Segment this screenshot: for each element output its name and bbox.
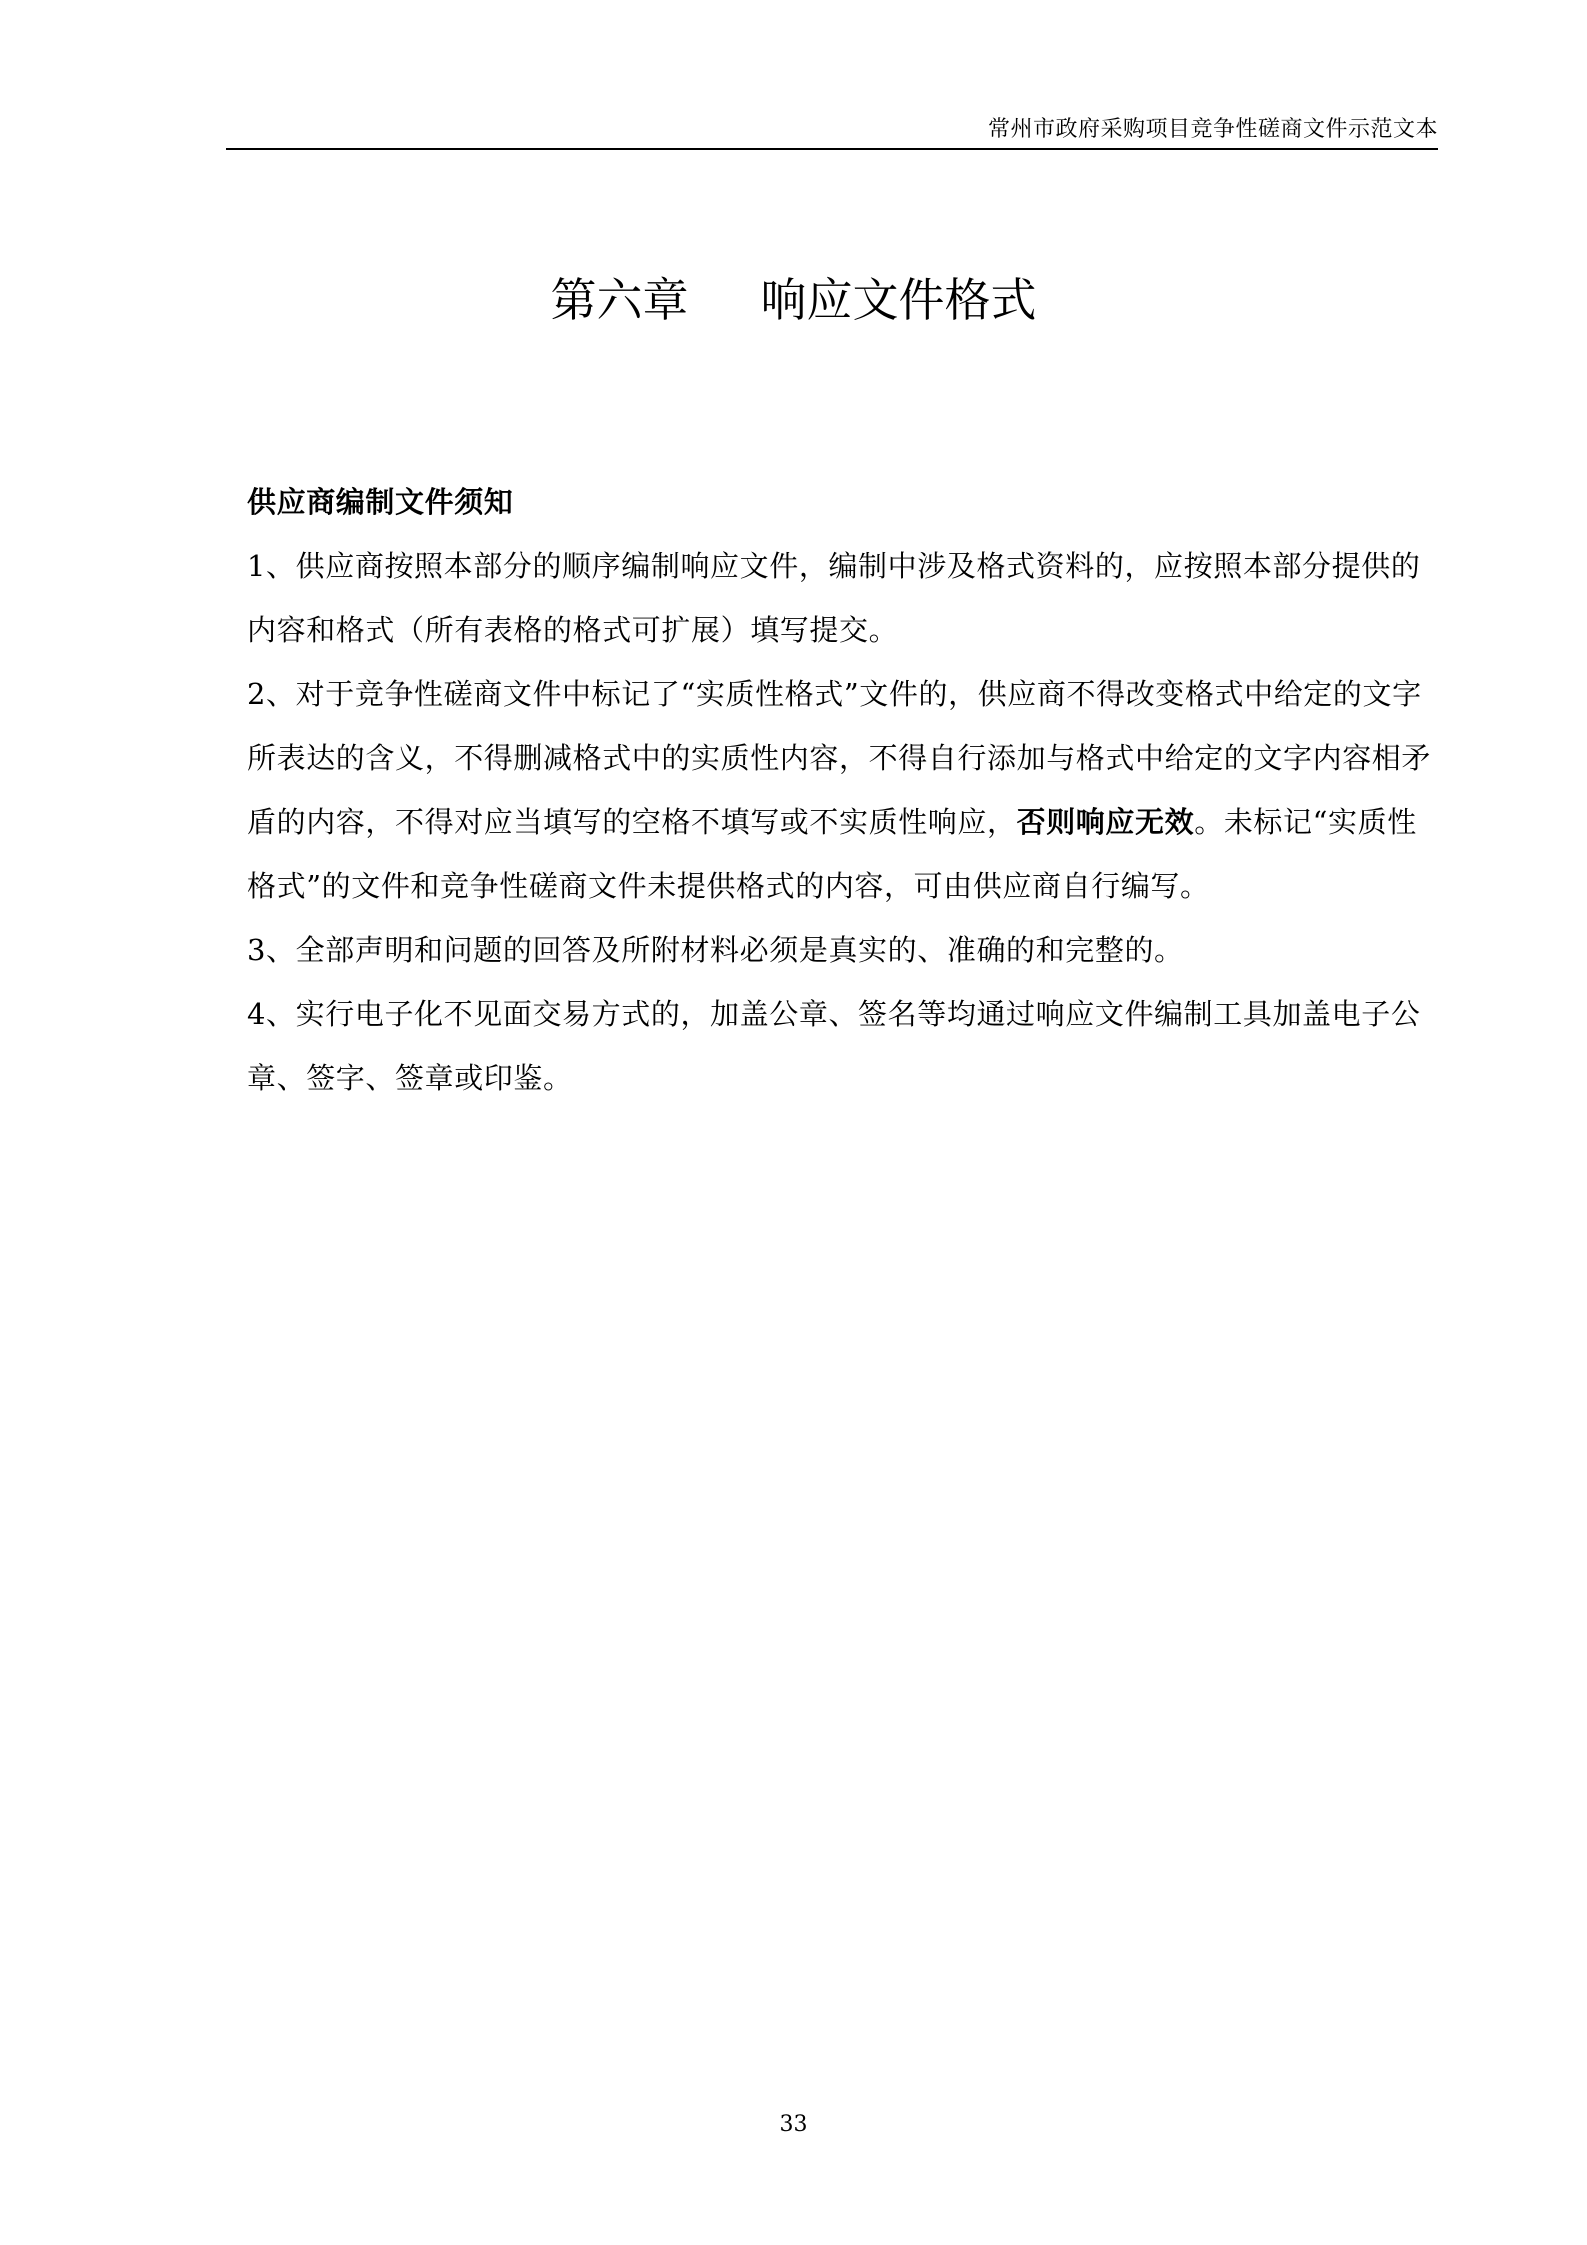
notice-item-4: 4、实行电子化不见面交易方式的，加盖公章、签名等均通过响应文件编制工具加盖电子公章、签字、签章或印鉴。 xyxy=(247,997,1421,1095)
invalid-response-warning: 否则响应无效 xyxy=(1016,805,1195,839)
chapter-title xyxy=(0,270,1587,330)
notice-item-2 xyxy=(247,662,1442,918)
notice-item-2-text: 2、对于竞争性磋商文件中标记了“实质性格式”文件的，供应商不得改变格式中给定的文字所表达的含义，不得删减格式中的实质性内容，不得自行添加与格式中给定的文字内容相矛盾的内容，不得对应当填写的空格不填写或不实质性响应， xyxy=(247,677,1432,839)
notice-section xyxy=(247,470,1442,1110)
chapter-number: 第六章 xyxy=(550,273,689,327)
page-number: 33 xyxy=(779,2112,808,2137)
notice-item-1: 1、供应商按照本部分的顺序编制响应文件，编制中涉及格式资料的，应按照本部分提供的内容和格式（所有表格的格式可扩展）填写提交。 xyxy=(247,549,1421,647)
notice-heading: 供应商编制文件须知 xyxy=(247,485,514,519)
header-title: 常州市政府采购项目竞争性磋商文件示范文本 xyxy=(987,117,1438,142)
notice-item-3: 3、全部声明和问题的回答及所附材料必须是真实的、准确的和完整的。 xyxy=(247,933,1184,967)
notice-item-2-continued: 。未标记“实质性格式”的文件和竞争性磋商文件未提供格式的内容，可由供应商自行编写。 xyxy=(247,805,1417,903)
page-header xyxy=(226,112,1438,150)
chapter-name: 响应文件格式 xyxy=(760,273,1037,327)
